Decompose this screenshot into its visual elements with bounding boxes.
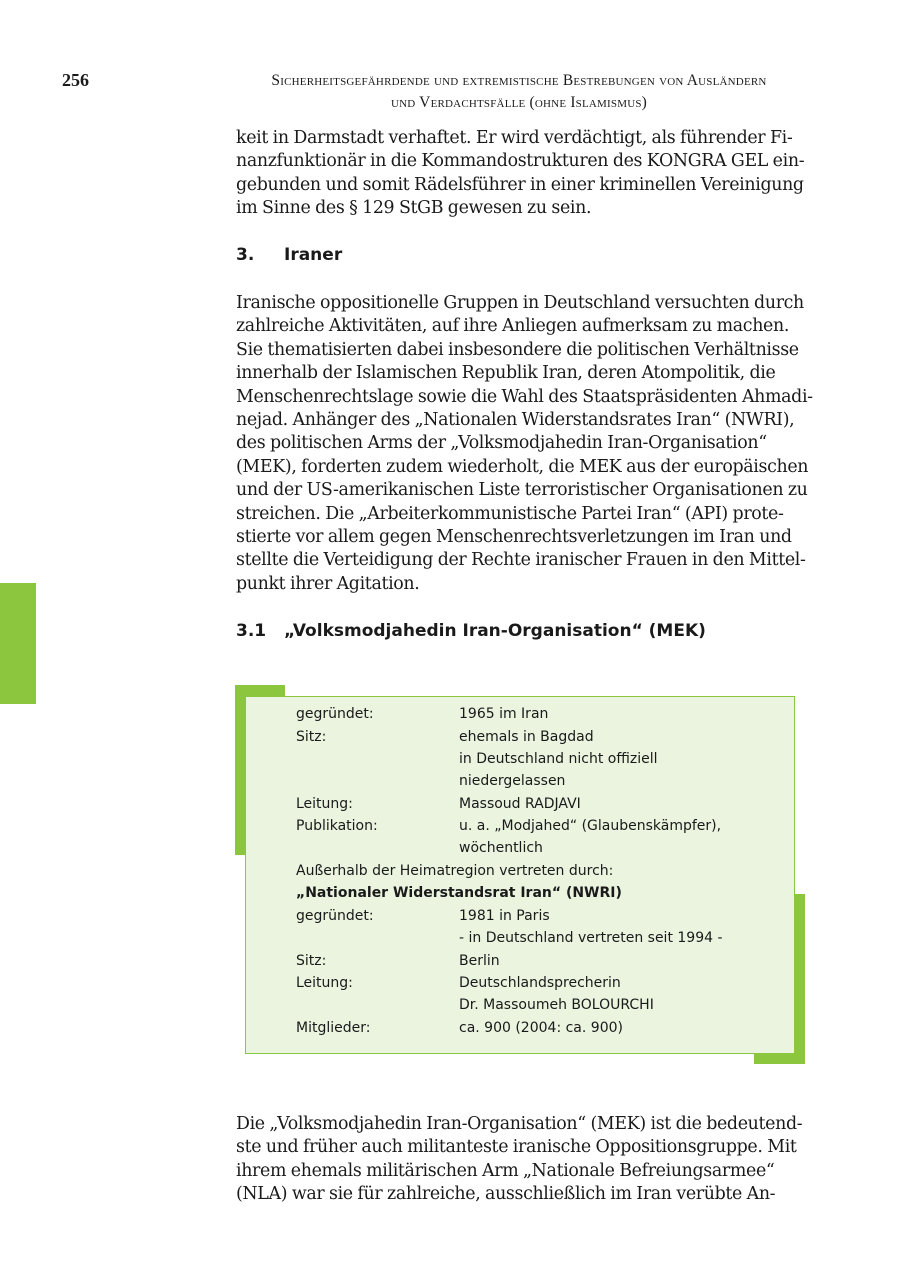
section-heading-mek	[236, 621, 706, 641]
text-line: Menschenrechtslage sowie die Wahl des Staatspräsidenten Ahmadi-	[236, 386, 813, 407]
info-row-gegruendet	[296, 706, 776, 728]
running-head-line-1: Sicherheitsgefährdende und extremistische Bestrebungen von Ausländern	[271, 72, 767, 89]
text-line: keit in Darmstadt verhaftet. Er wird verdächtigt, als führender Fi-	[236, 128, 793, 148]
info-label: Leitung:	[296, 975, 353, 991]
info-label: Mitglieder:	[296, 1020, 371, 1036]
page-number: 256	[62, 70, 89, 90]
info-label: gegründet:	[296, 908, 374, 924]
info-value: wöchentlich	[459, 840, 543, 856]
info-row-sitz	[296, 729, 776, 751]
info-row-vertreten-durch	[296, 863, 776, 885]
text-line: zahlreiche Aktivitäten, auf ihre Anliegen aufmerksam zu machen.	[236, 316, 790, 337]
text-line: ihrem ehemals militärischen Arm „Nationale Befreiungsarmee“	[236, 1160, 775, 1181]
organisation-info-box	[245, 696, 795, 1054]
text-line: stellte die Verteidigung der Rechte iranischer Frauen in den Mittel-	[236, 550, 806, 571]
info-value: ehemals in Bagdad	[459, 729, 594, 745]
text-line: punkt ihrer Agitation.	[236, 573, 420, 594]
info-label: Leitung:	[296, 796, 353, 812]
text-line: innerhalb der Islamischen Republik Iran, deren Atompolitik, die	[236, 363, 776, 384]
paragraph-iraner-intro	[236, 292, 813, 596]
section-title: „Volksmodjahedin Iran-Organisation“ (MEK)	[284, 621, 706, 641]
info-value: 1965 im Iran	[459, 706, 549, 722]
text-line: im Sinne des § 129 StGB gewesen zu sein.	[236, 198, 592, 219]
info-value: Berlin	[459, 953, 500, 969]
info-value: Dr. Massoumeh BOLOURCHI	[459, 997, 654, 1013]
info-label: Sitz:	[296, 953, 327, 969]
text-line: Iranische oppositionelle Gruppen in Deutschland versuchten durch	[236, 293, 804, 313]
info-row-nwri-sitz	[296, 953, 776, 975]
info-label: Sitz:	[296, 729, 327, 745]
info-row-mitglieder	[296, 1020, 776, 1042]
info-value: 1981 in Paris	[459, 908, 550, 924]
info-row-nwri-leitung-continued	[296, 997, 776, 1019]
text-line: Sie thematisierten dabei insbesondere die politischen Verhältnisse	[236, 339, 799, 360]
info-row-publikation-continued	[296, 840, 776, 862]
paragraph-continuation	[236, 127, 805, 221]
text-line: des politischen Arms der „Volksmodjahedin Iran-Organisation“	[236, 433, 767, 454]
info-row-nwri-gegruendet-continued	[296, 930, 776, 952]
running-head-line-2: und Verdachtsfälle (ohne Islamismus)	[390, 94, 648, 111]
section-number: 3.1	[236, 621, 267, 641]
text-line: und der US-amerikanischen Liste terroristischer Organisationen zu	[236, 480, 808, 501]
info-label: gegründet:	[296, 706, 374, 722]
info-row-publikation	[296, 818, 776, 840]
section-number: 3.	[236, 245, 255, 265]
text-line: gebunden und somit Rädelsführer in einer kriminellen Vereinigung	[236, 174, 804, 195]
text-line: ste und früher auch militanteste iranische Oppositionsgruppe. Mit	[236, 1137, 797, 1158]
paragraph-mek-description	[236, 1113, 802, 1207]
info-row-sitz-continued	[296, 751, 776, 773]
info-subheading: „Nationaler Widerstandsrat Iran“ (NWRI)	[296, 885, 622, 901]
text-line: Die „Volksmodjahedin Iran-Organisation“ (MEK) ist die bedeutend-	[236, 1114, 803, 1134]
section-side-tab	[0, 583, 36, 704]
text-line: nanzfunktionär in die Kommandostrukturen des KONGRA GEL ein-	[236, 151, 805, 172]
info-value: niedergelassen	[459, 773, 566, 789]
text-line: (MEK), forderten zudem wiederholt, die MEK aus der europäischen	[236, 456, 809, 477]
info-value: Deutschlandsprecherin	[459, 975, 621, 991]
info-value: u. a. „Modjahed“ (Glaubenskämpfer),	[459, 818, 722, 834]
text-line: (NLA) war sie für zahlreiche, ausschließlich im Iran verübte An-	[236, 1184, 776, 1205]
running-head	[236, 70, 802, 114]
info-row-sitz-continued	[296, 773, 776, 795]
info-value: ca. 900 (2004: ca. 900)	[459, 1020, 623, 1036]
info-row-nwri-gegruendet	[296, 908, 776, 930]
text-line: streichen. Die „Arbeiterkommunistische Partei Iran“ (API) prote-	[236, 503, 784, 524]
info-row-nwri-leitung	[296, 975, 776, 997]
section-title: Iraner	[284, 245, 343, 265]
info-row-leitung	[296, 796, 776, 818]
text-line: nejad. Anhänger des „Nationalen Widerstandsrates Iran“ (NWRI),	[236, 410, 795, 431]
info-label: Publikation:	[296, 818, 378, 834]
section-heading-iraner	[236, 245, 342, 265]
info-value: - in Deutschland vertreten seit 1994 -	[459, 930, 723, 946]
info-value: Massoud RADJAVI	[459, 796, 581, 812]
info-value: in Deutschland nicht offiziell	[459, 751, 658, 767]
info-label: Außerhalb der Heimatregion vertreten durch:	[296, 863, 614, 879]
text-line: stierte vor allem gegen Menschenrechtsverletzungen im Iran und	[236, 527, 792, 548]
info-row-nwri-title	[296, 885, 776, 907]
